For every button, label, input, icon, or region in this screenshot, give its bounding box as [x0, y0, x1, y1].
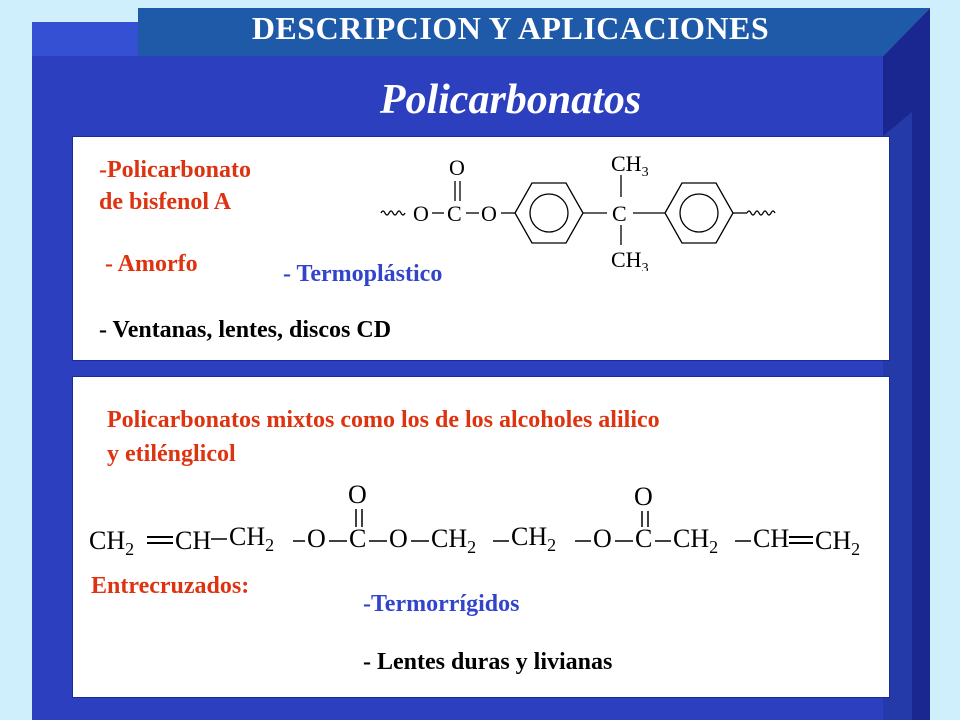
crosslinked-label: Entrecruzados: — [91, 573, 250, 599]
ester-o-2: O — [389, 524, 408, 553]
group-ch-a: CH — [175, 526, 212, 555]
description-line1: Policarbonatos mixtos como los de los alcoholes alilico — [107, 407, 660, 433]
polymer-name-line2: de bisfenol A — [99, 189, 232, 215]
allyl-diglycol-carbonate-structure — [85, 477, 885, 567]
group-ch2-e: $CH_2$ — [673, 524, 719, 557]
carbonyl-c-2: C — [635, 524, 653, 553]
group-ch2-a: $CH_2$ — [89, 526, 135, 559]
chain-end-wave-left — [381, 211, 405, 215]
thermoplastic-label: - Termoplástico — [283, 261, 443, 287]
benzene-ring-right — [665, 183, 733, 243]
quaternary-c: C — [612, 201, 627, 226]
bisphenol-a-panel — [72, 136, 890, 361]
applications-label: - Ventanas, lentes, discos CD — [99, 317, 392, 343]
methyl-top: $CH_3$ — [611, 151, 649, 180]
amorphous-label: - Amorfo — [105, 251, 198, 277]
carbonyl-c-1: C — [349, 524, 367, 553]
group-ch2-b: $CH_2$ — [229, 522, 275, 555]
group-ch2-f: $CH_2$ — [815, 526, 861, 559]
bisphenol-a-structure — [369, 143, 839, 271]
carbonyl-c: C — [447, 201, 462, 226]
polymer-name-line1: -Policarbonato — [99, 157, 251, 183]
benzene-ring-left — [515, 183, 583, 243]
ester-o-1: O — [307, 524, 326, 553]
group-ch2-c: $CH_2$ — [431, 524, 477, 557]
ether-o-right: O — [481, 201, 497, 226]
thermoset-label: -Termorrígidos — [363, 591, 520, 617]
applications-label-2: - Lentes duras y livianas — [363, 649, 613, 675]
group-ch2-d: $CH_2$ — [511, 522, 557, 555]
ester-o-3: O — [593, 524, 612, 553]
chain-end-wave-right — [747, 211, 775, 215]
slide-title: Policarbonatos — [379, 77, 642, 123]
ether-o-left: O — [413, 201, 429, 226]
header-title: DESCRIPCION Y APLICACIONES — [251, 10, 770, 46]
carbonyl-o-1: O — [348, 480, 367, 509]
methyl-bottom: $CH_3$ — [611, 247, 649, 271]
description-line2: y etilénglicol — [107, 441, 236, 467]
group-ch-b: CH — [753, 524, 790, 553]
carbonyl-o: O — [449, 155, 465, 180]
mixed-polycarbonate-panel — [72, 376, 890, 698]
carbonyl-o-2: O — [634, 482, 653, 511]
